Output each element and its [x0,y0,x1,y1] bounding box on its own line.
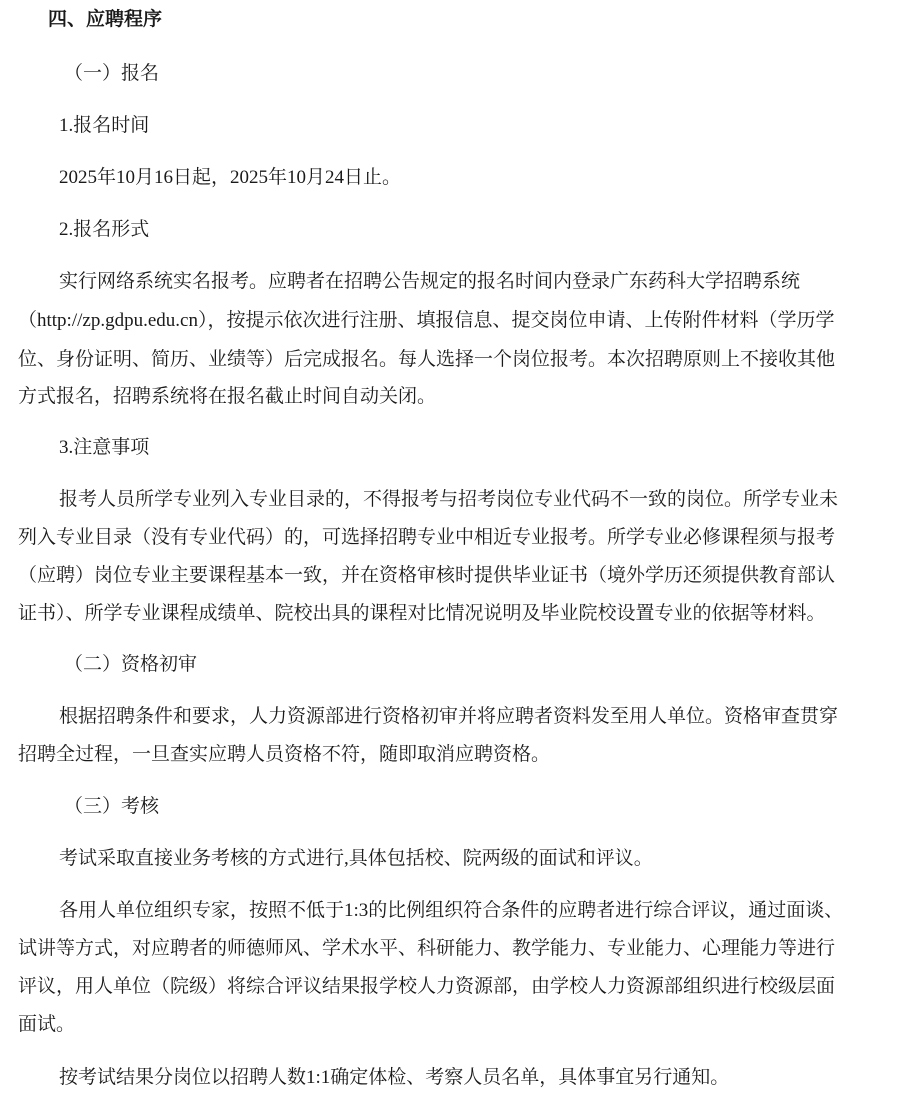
paragraph-line: 报考人员所学专业列入专业目录的，不得报考与招考岗位专业代码不一致的岗位。所学专业未 [59,489,839,510]
paragraph-line: 招聘全过程，一旦查实应聘人员资格不符，随即取消应聘资格。 [18,744,551,765]
paragraph-line: 各用人单位组织专家，按照不低于1:3的比例组织符合条件的应聘者进行综合评议，通过面谈、 [59,900,844,921]
notes-heading: 3.注意事项 [59,437,150,458]
paragraph-line: 列入专业目录（没有专业代码）的，可选择招聘专业中相近专业报考。所学专业必修课程须与报考 [18,527,836,548]
subsection-title-registration: （一）报名 [64,63,160,84]
assessment-paragraph-1: 考试采取直接业务考核的方式进行,具体包括校、院两级的面试和评议。 [59,848,653,869]
subsection-title-assessment: （三）考核 [64,796,160,817]
registration-form-heading: 2.报名形式 [59,219,150,240]
paragraph-line: 位、身份证明、简历、业绩等）后完成报名。每人选择一个岗位报考。本次招聘原则上不接收其他 [18,349,836,370]
subsection-title-qualification: （二）资格初审 [64,654,198,675]
paragraph-line: 证书）、所学专业课程成绩单、院校出具的课程对比情况说明及毕业院校设置专业的依据等材料。 [18,603,826,624]
paragraph-line: 试讲等方式，对应聘者的师德师风、学术水平、科研能力、教学能力、专业能力、心理能力等进行 [18,938,836,959]
assessment-paragraph-3: 按考试结果分岗位以招聘人数1:1确定体检、考察人员名单，具体事宜另行通知。 [59,1067,730,1088]
paragraph-line: 实行网络系统实名报考。应聘者在招聘公告规定的报名时间内登录广东药科大学招聘系统 [59,271,801,292]
registration-time-text: 2025年10月16日起，2025年10月24日止。 [59,167,402,188]
paragraph-line: （应聘）岗位专业主要课程基本一致，并在资格审核时提供毕业证书（境外学历还须提供教育部认 [18,565,836,586]
paragraph-line: 根据招聘条件和要求，人力资源部进行资格初审并将应聘者资料发至用人单位。资格审查贯穿 [59,706,839,727]
paragraph-line: 面试。 [18,1014,76,1035]
section-heading: 四、应聘程序 [48,9,163,30]
paragraph-line: （http://zp.gdpu.edu.cn），按提示依次进行注册、填报信息、提交岗位申请、上传附件材料（学历学 [18,310,835,331]
paragraph-line: 评议，用人单位（院级）将综合评议结果报学校人力资源部，由学校人力资源部组织进行校级层面 [18,976,836,997]
paragraph-line: 方式报名，招聘系统将在报名截止时间自动关闭。 [18,386,437,407]
registration-time-heading: 1.报名时间 [59,115,150,136]
